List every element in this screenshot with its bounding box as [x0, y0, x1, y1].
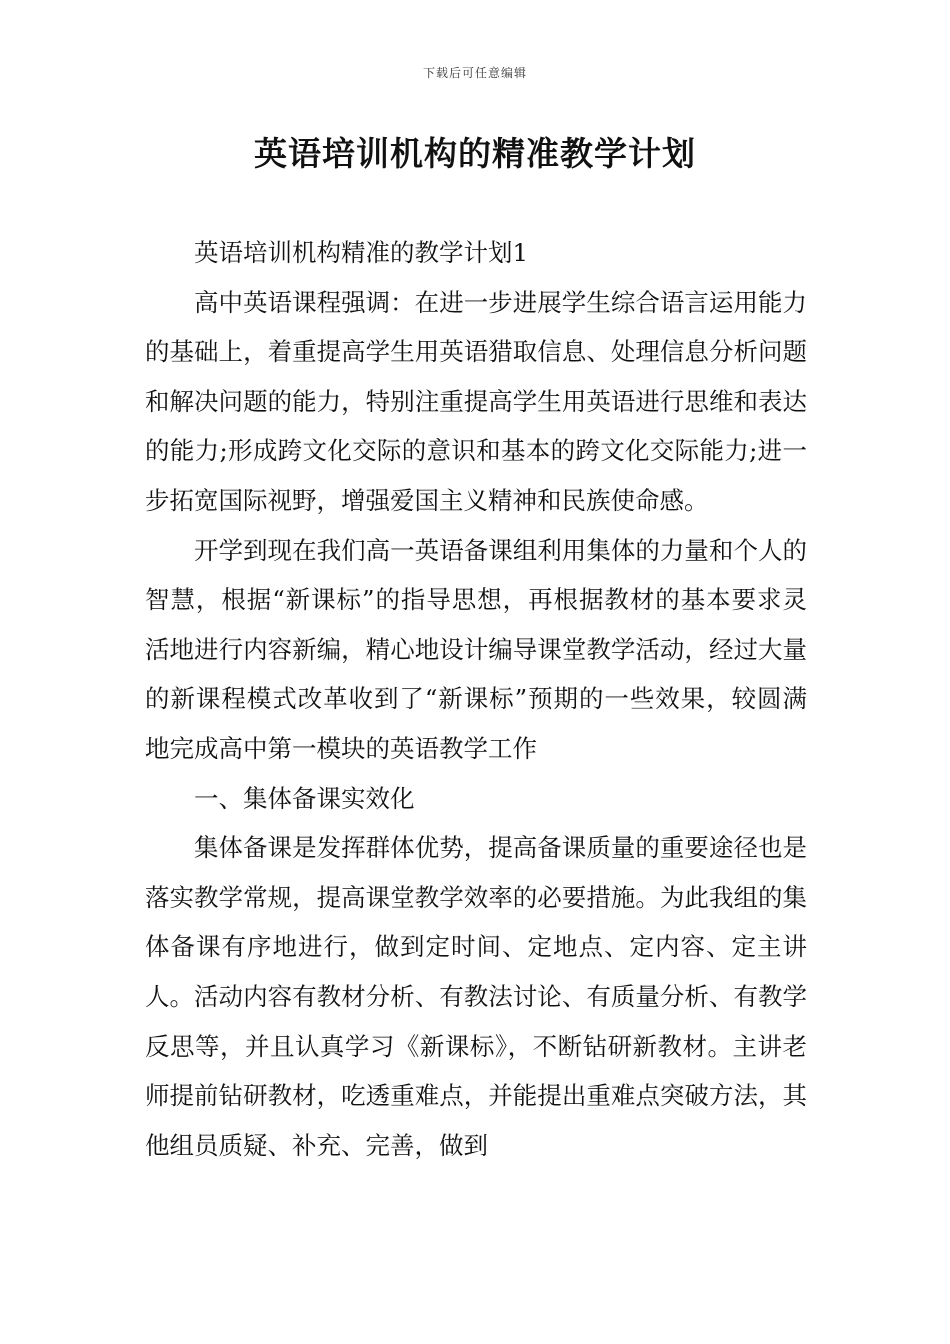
section-subtitle: 英语培训机构精准的教学计划1	[194, 238, 529, 267]
paragraph-progress: 开学到现在我们高一英语备课组利用集体的力量和个人的智慧，根据“新课标”的指导思想，再根据教材的基本要求灵活地进行内容新编，精心地设计编导课堂教学活动，经过大量的新课程模式改革收到了“新课标”预期的一些效果，较圆满地完成高中第一模块的英语教学工作	[145, 535, 807, 763]
header-note: 下载后可任意编辑	[422, 66, 527, 80]
paragraph-curriculum: 高中英语课程强调：在进一步进展学生综合语言运用能力的基础上，着重提高学生用英语猎取信息、处理信息分析问题和解决问题的能力，特别注重提高学生用英语进行思维和表达的能力;形成跨文化交际的意识和基本的跨文化交际能力;进一步拓宽国际视野，增强爱国主义精神和民族使命感。	[145, 287, 807, 515]
document-body	[145, 228, 807, 1170]
document-title: 英语培训机构的精准教学计划	[254, 134, 696, 173]
paragraph-collective-prep: 集体备课是发挥群体优势，提高备课质量的重要途径也是落实教学常规，提高课堂教学效率的必要措施。为此我组的集体备课有序地进行，做到定时间、定地点、定内容、定主讲人。活动内容有教材分析、有教法讨论、有质量分析、有教学反思等，并且认真学习《新课标》，不断钻研新教材。主讲老师提前钻研教材，吃透重难点，并能提出重难点突破方法，其他组员质疑、补充、完善，做到	[145, 833, 807, 1160]
section-heading-collective-prep: 一、集体备课实效化	[194, 783, 415, 813]
